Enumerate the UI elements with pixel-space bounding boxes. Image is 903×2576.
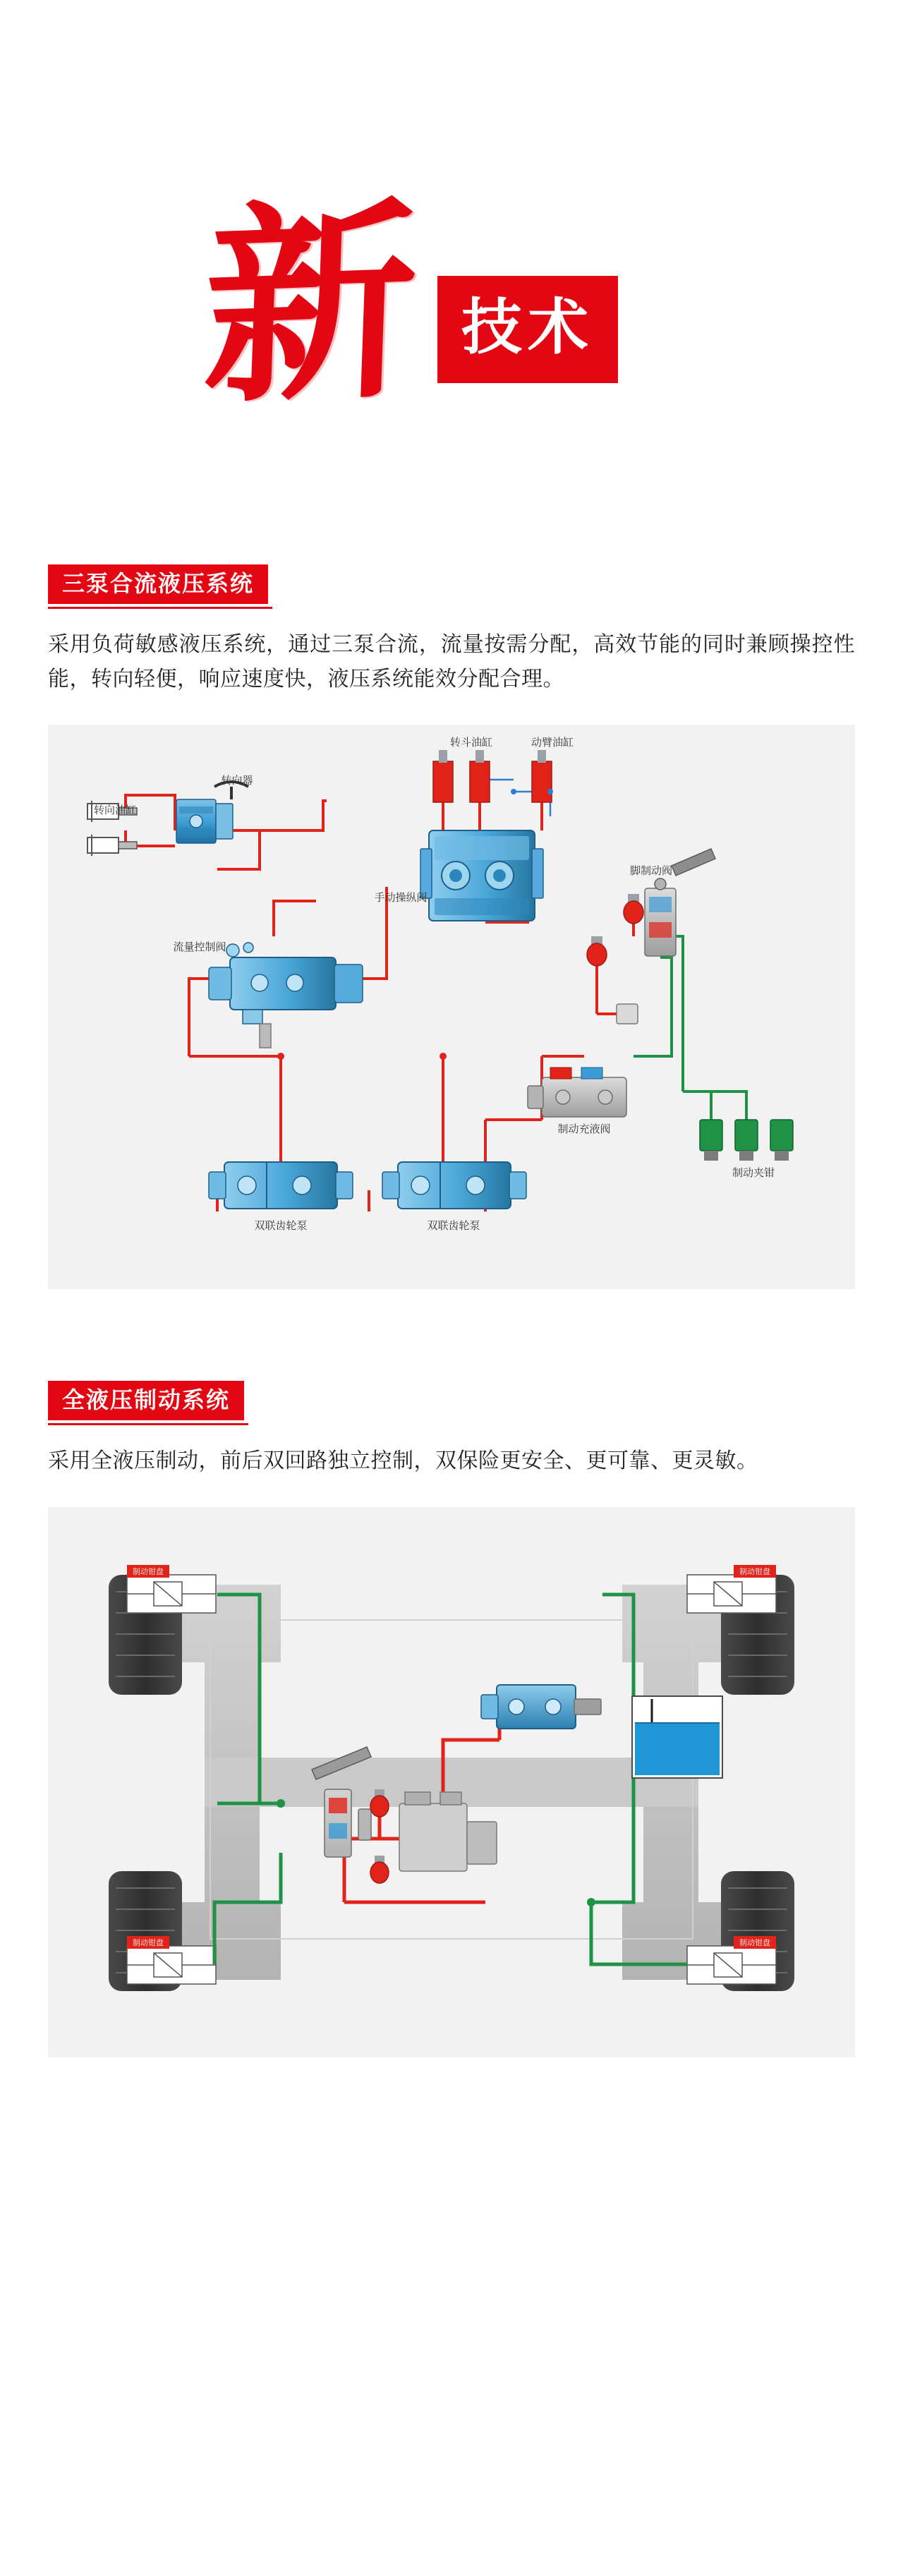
brake-caliper-group [700, 1120, 793, 1161]
dual-gear-pump-left-body [209, 1162, 353, 1209]
section-1-heading-underline [48, 607, 272, 609]
hero-badge: 技术 [437, 276, 618, 383]
label-manual-control-valve: 手动操纵阀 [374, 892, 428, 905]
label-dual-gear-pump-right: 双联齿轮泵 [427, 1220, 480, 1233]
diagram-2-svg [48, 1507, 855, 2057]
section-2-paragraph: 采用全液压制动，前后双回路独立控制，双保险更安全、更可靠、更灵敏。 [48, 1449, 758, 1473]
diagram-full-hydraulic-brake [48, 1507, 855, 2057]
label-boom-cylinder: 动臂油缸 [531, 737, 574, 749]
label-brake-caliper-rear-left: 制动钳盘 [133, 1938, 164, 1947]
diagram-1-svg [48, 725, 855, 1289]
label-flow-control-valve: 流量控制阀 [173, 941, 226, 954]
section-2-heading-wrap [48, 1381, 244, 1420]
spacer-1 [0, 1289, 903, 1381]
diagram-three-pump-hydraulic [48, 725, 855, 1289]
label-bucket-cylinder: 转斗油缸 [449, 737, 493, 749]
section-1-heading: 三泵合流液压系统 [48, 564, 268, 604]
hero-brush-character: 新 [200, 176, 421, 433]
label-brake-caliper: 制动夹钳 [732, 1167, 775, 1180]
hero-banner [0, 0, 903, 564]
label-steering-unit: 转向器 [221, 775, 253, 787]
label-steer-cylinder: 转向油缸 [93, 804, 137, 817]
section-hydraulic-system [0, 564, 903, 1289]
label-brake-caliper-rear-right: 制动钳盘 [739, 1938, 770, 1947]
label-dual-gear-pump-left: 双联齿轮泵 [254, 1220, 308, 1233]
hero-title-group [200, 176, 618, 433]
section-1-paragraph: 采用负荷敏感液压系统，通过三泵合流，流量按需分配，高效节能的同时兼顾操控性能，转向轻便，响应速度快，液压系统能效分配合理。 [48, 633, 855, 691]
section-2-heading-underline [48, 1423, 248, 1425]
oil-tank [632, 1696, 722, 1778]
label-brake-caliper-front-right: 制动钳盘 [739, 1567, 770, 1576]
manual-control-valve-body [420, 830, 543, 921]
section-2-heading: 全液压制动系统 [48, 1381, 244, 1420]
spacer-2 [0, 2057, 903, 2125]
section-1-heading-wrap [48, 564, 268, 604]
dual-gear-pump-right-body [382, 1162, 526, 1209]
section-full-hydraulic-brake [0, 1381, 903, 2057]
label-foot-brake-valve: 脚制动阀 [629, 865, 673, 878]
label-brake-caliper-front-left: 制动钳盘 [133, 1567, 164, 1576]
label-brake-charge-valve: 制动充液阀 [557, 1123, 611, 1136]
